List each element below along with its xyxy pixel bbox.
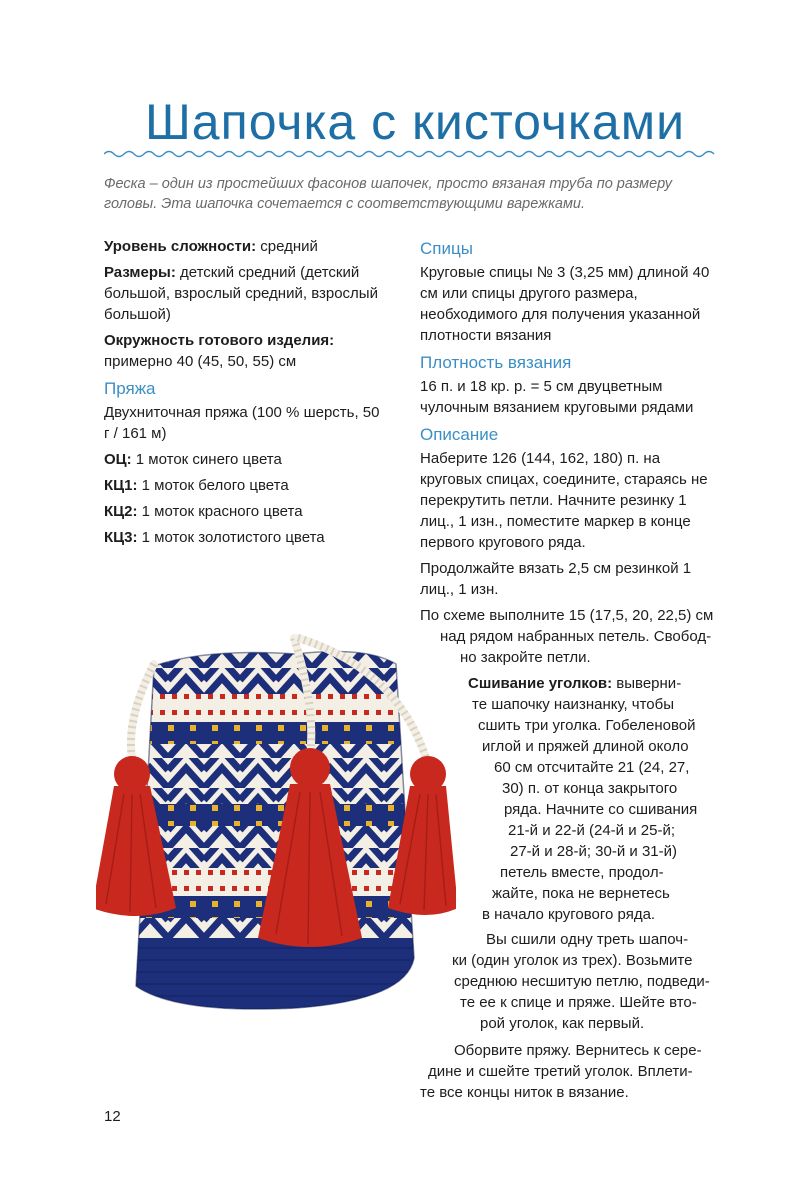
text-line: Оборвите пряжу. Вернитесь к сере-: [454, 1042, 702, 1059]
description-paragraph: Продолжайте вязать 2,5 см резинкой 1 лиц., 1 изн.: [420, 560, 692, 598]
gauge-text: 16 п. и 18 кр. р. = 5 см двуцветным чулочным вязанием круговыми рядами: [420, 378, 694, 416]
text-line: в начало кругового ряда.: [482, 906, 656, 923]
text-line: сшить три уголка. Гобеленовой: [478, 717, 696, 734]
color-line: КЦ3: 1 моток золотистого цвета: [104, 529, 325, 546]
page-title: Шапочка с кисточками: [144, 94, 686, 150]
text-line: 60 см отсчитайте 21 (24, 27,: [494, 759, 690, 776]
text-line: те ее к спице и пряже. Шейте вто-: [460, 994, 697, 1011]
text-line: По схеме выполните 15 (17,5, 20, 22,5) см: [420, 607, 714, 624]
text-line: жайте, пока не вернетесь: [492, 885, 670, 902]
text-line: иглой и пряжей длиной около: [482, 738, 689, 755]
text-line: 27-й и 28-й; 30-й и 31-й): [510, 843, 677, 860]
yarn-heading: Пряжа: [104, 379, 156, 398]
circumference-line: Окружность готового изделия: примерно 40 (45, 50, 55) см: [104, 332, 335, 370]
yarn-text: Двухниточная пряжа (100 % шерсть, 50 г / 161 м): [104, 404, 380, 442]
text-line: Вы сшили одну треть шапоч-: [486, 931, 689, 948]
needles-text: Круговые спицы № 3 (3,25 мм) длиной 40 см или спицы другого размера, необходимого для получения указанной плотности вязания: [420, 264, 710, 344]
description-heading: Описание: [420, 425, 499, 444]
wave-divider: [104, 148, 716, 160]
color-line: КЦ1: 1 моток белого цвета: [104, 477, 289, 494]
sizes-line: Размеры: детский средний (детский большой, взрослый средний, взрослый большой): [104, 264, 378, 323]
color-line: ОЦ: 1 моток синего цвета: [104, 451, 282, 468]
needles-heading: Спицы: [420, 239, 473, 258]
right-column: [420, 238, 720, 605]
description-paragraph: Наберите 126 (144, 162, 180) п. на круговых спицах, соедините, стараясь не перекрутить петли. Начните резинку 1 лиц., 1 изн., поместите маркер в конце первого кругового ряда.: [420, 450, 708, 551]
left-column: [104, 236, 386, 553]
text-line: те шапочку наизнанку, чтобы: [472, 696, 675, 713]
text-line: 21-й и 22-й (24-й и 25-й;: [508, 822, 675, 839]
text-line: над рядом набранных петель. Свобод-: [440, 628, 712, 645]
tasseled-hat-illustration: [96, 608, 456, 1090]
text-line: среднюю несшитую петлю, подведи-: [454, 973, 710, 990]
text-line: но закройте петли.: [460, 649, 591, 666]
intro-text: Феска – один из простейших фасонов шапочек, просто вязаная труба по размеру головы. Эта шапочка сочетается с соответствующими варежками.: [104, 176, 673, 212]
text-line: дине и сшейте третий уголок. Вплети-: [428, 1063, 693, 1080]
wrapped-text: [420, 605, 720, 1103]
page-number: 12: [104, 1108, 121, 1125]
text-line: рой уголок, как первый.: [480, 1015, 645, 1032]
text-line: петель вместе, продол-: [500, 864, 664, 881]
text-line: ки (один уголок из трех). Возьмите: [452, 952, 693, 969]
color-line: КЦ2: 1 моток красного цвета: [104, 503, 303, 520]
text-line: 30) п. от конца закрытого: [502, 780, 678, 797]
text-line: ряда. Начните со сшивания: [504, 801, 698, 818]
gauge-heading: Плотность вязания: [420, 353, 572, 372]
text-line: Сшивание уголков: выверни-: [468, 675, 682, 692]
text-line: те все концы ниток в вязание.: [420, 1084, 629, 1101]
level-line: Уровень сложности: средний: [104, 238, 318, 255]
